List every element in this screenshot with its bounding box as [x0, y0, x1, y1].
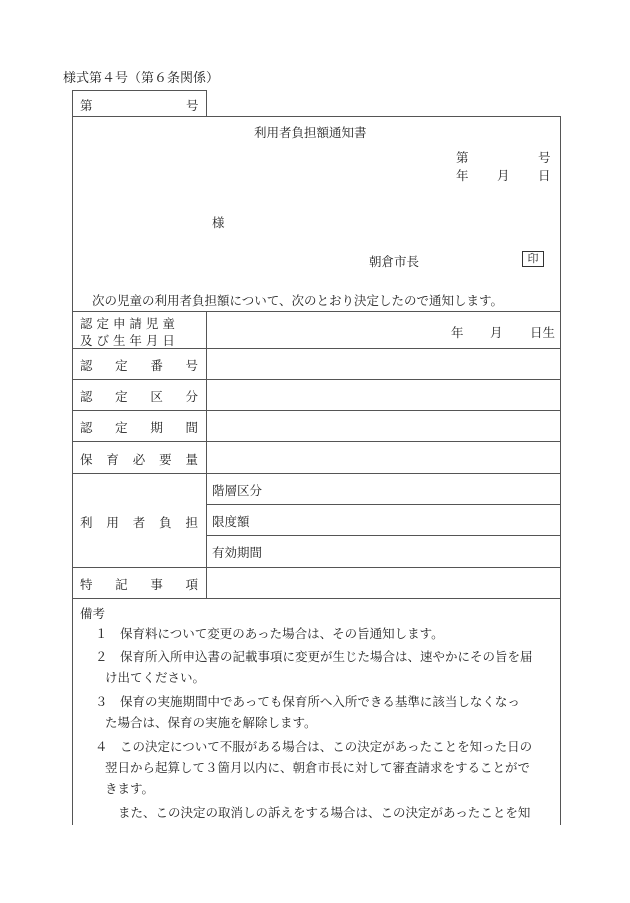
label-hoiku-hitsuyoryo: 保 育 必 要 量	[80, 452, 198, 467]
date-nen: 年	[456, 168, 469, 183]
label-child-1: 認 定 申 請 児 童	[80, 316, 175, 331]
label-riyosha-futan: 利 用 者 負 担	[80, 515, 198, 530]
intro-text: 次の児童の利用者負担額について、次のとおり決定したので通知します。	[92, 293, 504, 308]
label-nintei-bango: 認 定 番 号	[80, 358, 198, 373]
remark-4a: ４ この決定について不服がある場合は、この決定があったことを知った日の	[95, 739, 533, 754]
doc-no-suffix: 号	[186, 98, 199, 113]
label-tokki-jiko: 特 記 事 項	[80, 577, 198, 592]
label-nintei-kikan: 認 定 期 間	[80, 420, 198, 435]
remark-4d: また、この決定の取消しの訴えをする場合は、この決定があったことを知	[118, 805, 531, 820]
remarks-title: 備考	[80, 606, 106, 621]
remark-3b: た場合は、保育の実施を解除します。	[105, 715, 317, 730]
date-hi: 日	[538, 168, 551, 183]
label-child-2: 及 び 生 年 月 日	[80, 333, 175, 348]
remark-2b: け出てください。	[105, 670, 206, 685]
remark-4c: きます。	[105, 781, 155, 796]
remark-3a: ３ 保育の実施期間中であっても保育所へ入所できる基準に該当しなくなっ	[95, 694, 520, 709]
form-number: 様式第４号（第６条関係）	[63, 71, 220, 86]
notice-title: 利用者負担額通知書	[254, 125, 367, 140]
birth-nen: 年	[451, 325, 464, 340]
issuer-name: 朝倉市長	[369, 254, 420, 269]
date-tsuki: 月	[497, 168, 510, 183]
remark-1: １ 保育料について変更のあった場合は、その旨通知します。	[95, 626, 444, 641]
remark-2a: ２ 保育所入所申込書の記載事項に変更が生じた場合は、速やかにその旨を届	[95, 649, 533, 664]
label-kaiso-kubun: 階層区分	[212, 483, 263, 498]
date-dai: 第	[456, 150, 469, 165]
date-go: 号	[538, 150, 551, 165]
birth-hi: 日生	[530, 325, 556, 340]
label-yuko-kikan: 有効期間	[212, 545, 263, 560]
label-gendogaku: 限度額	[212, 514, 250, 529]
birth-tsuki: 月	[490, 325, 503, 340]
addressee-suffix: 様	[212, 215, 225, 230]
doc-no-prefix: 第	[80, 98, 93, 113]
remark-4b: 翌日から起算して３箇月以内に、朝倉市長に対して審査請求をすることがで	[105, 760, 531, 775]
seal-box: 印	[522, 251, 544, 267]
label-nintei-kubun: 認 定 区 分	[80, 389, 198, 404]
